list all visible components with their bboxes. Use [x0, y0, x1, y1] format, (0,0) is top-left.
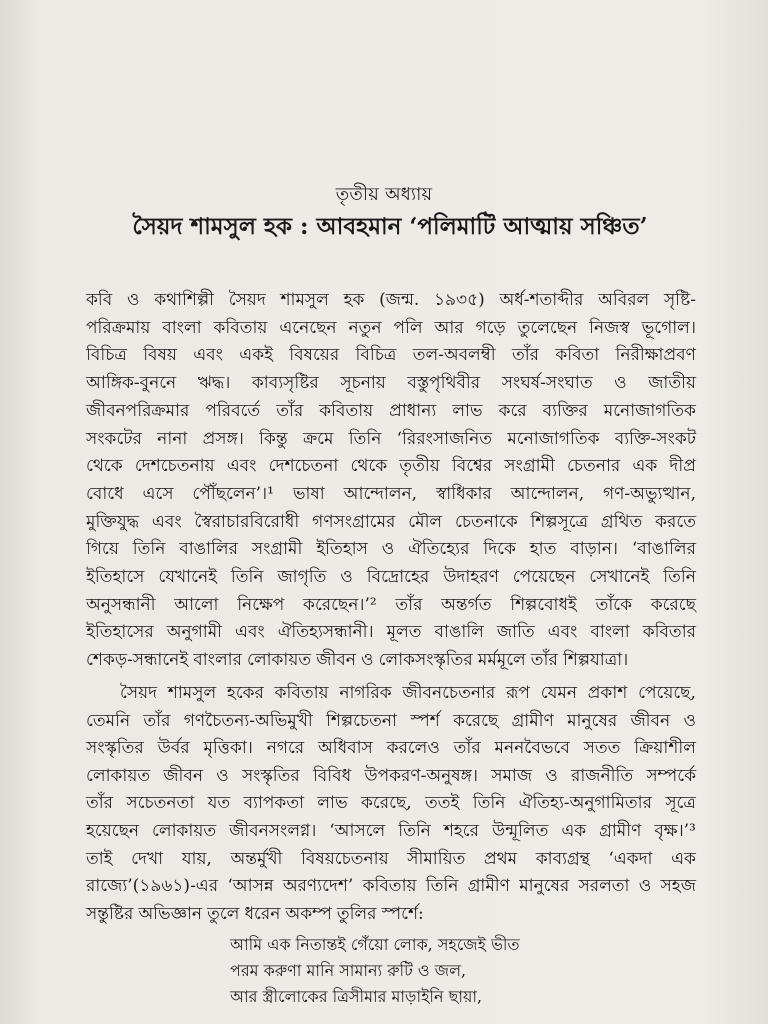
- word: তাই: [86, 848, 113, 869]
- word: ও: [545, 765, 558, 786]
- word: কবিতায়: [319, 400, 374, 421]
- word: ক্রমে: [302, 428, 334, 449]
- word: তেমনি: [86, 710, 131, 731]
- word: উন্মূলিত: [491, 821, 549, 841]
- text-line: [86, 790, 696, 818]
- word: পলি: [393, 317, 423, 338]
- word: ‘বাঙালির: [631, 539, 696, 560]
- word: ধরেন: [244, 903, 281, 924]
- text-line: [120, 680, 696, 708]
- word: এবং: [235, 622, 265, 643]
- word: প্রাধান্য: [389, 400, 437, 421]
- word: গ্রামীণ: [467, 876, 510, 897]
- text-line: [86, 481, 696, 509]
- word: জীবন: [163, 765, 203, 786]
- word: বাংলা: [162, 317, 202, 338]
- word: সৈয়দ: [228, 290, 266, 310]
- word: ‘আসলে: [329, 821, 386, 841]
- word: হক: [343, 290, 365, 310]
- word: শিল্পবোধই: [510, 594, 577, 615]
- word: সমাজ: [491, 765, 533, 786]
- word: এবং: [547, 622, 578, 643]
- word: ইতিহাস: [316, 539, 368, 560]
- word: বাঙালির: [179, 539, 238, 560]
- word: কথাশিল্পী: [154, 290, 214, 310]
- word: বস্তুপৃথিবীর: [407, 373, 481, 394]
- text-line: [86, 287, 696, 315]
- word: মর্মমূলে: [477, 650, 526, 671]
- word: মৃত্তিকা।: [203, 738, 253, 759]
- word: আন্দোলন,: [343, 483, 418, 504]
- word: আন্দোলন,: [510, 483, 585, 504]
- word: নাগরিক: [339, 683, 392, 703]
- word: মননবৈভবে: [494, 738, 570, 759]
- word: চেতনার: [566, 456, 621, 477]
- word: ‘একদা: [608, 848, 653, 869]
- word: নিরীক্ষাপ্রবণ: [615, 345, 696, 366]
- word: ‘আসন্ন: [227, 876, 274, 897]
- word: যেমন: [540, 683, 577, 703]
- word: করেছে: [453, 710, 499, 731]
- word: বিশ্বের: [451, 456, 493, 477]
- word: ও: [361, 650, 374, 671]
- word: লাভ: [317, 793, 348, 814]
- word: তিনি: [230, 567, 264, 587]
- word: তাঁর: [86, 793, 114, 814]
- word: উপকরণ-অনুষঙ্গ।: [364, 765, 478, 786]
- word: তাঁর: [453, 738, 481, 759]
- word: জীবনসংলগ্ন।: [229, 821, 317, 841]
- word: পৌঁছলেন’।¹: [192, 483, 274, 504]
- word: দেশচেতনায়: [134, 456, 215, 477]
- word: কাব্যগ্রন্থ: [535, 848, 590, 869]
- chapter-heading: তৃতীয় অধ্যায়: [335, 184, 433, 205]
- word: তিনি: [472, 793, 506, 814]
- word: সূচনায়: [340, 373, 386, 394]
- word: বোধে: [86, 483, 124, 504]
- word: হকের: [226, 683, 264, 703]
- word: পেয়েছেন: [512, 567, 576, 587]
- word: একই: [239, 345, 273, 366]
- word: এবং: [151, 511, 182, 532]
- word: তাঁকে: [595, 594, 632, 615]
- word: বিষয়ের: [289, 345, 340, 366]
- word: সরলতা: [578, 876, 630, 897]
- word: করেছে: [650, 594, 696, 615]
- word: বৃক্ষ।’³: [654, 821, 696, 841]
- word: শহরে: [443, 821, 479, 841]
- word: করলেও: [386, 738, 440, 759]
- verse-line: আমি এক নিতান্তই গেঁয়ো লোক, সহজেই ভীত: [230, 935, 520, 954]
- word: ও: [340, 567, 353, 587]
- word: বিষয়: [143, 345, 177, 366]
- word: বাংলার: [193, 650, 242, 671]
- verse-line: আর স্ত্রীলোকের ত্রিসীমার মাড়াইনি ছায়া,: [230, 987, 483, 1006]
- word: তিনি: [425, 876, 459, 897]
- text-line: [86, 592, 696, 620]
- word: শিল্পসূত্রে: [530, 511, 589, 532]
- word: ভাষা: [292, 483, 325, 504]
- word: গ্রথিত: [600, 511, 643, 532]
- word: তাঁর: [143, 710, 171, 731]
- word: ও: [683, 710, 696, 731]
- word: ঋদ্ধ।: [197, 373, 231, 394]
- word: নিক্ষেপ: [237, 594, 285, 615]
- word: নিজস্ব: [589, 317, 630, 338]
- word: মানুষের: [567, 710, 618, 731]
- word: প্রথম: [483, 848, 518, 869]
- word: ততই: [425, 793, 460, 814]
- word: থেকে: [350, 456, 388, 477]
- text-line: [86, 708, 696, 736]
- text-line: [86, 846, 696, 874]
- word: সন্তুষ্টির: [86, 903, 134, 924]
- word: তুলেছেন: [517, 317, 578, 338]
- word: বিচিত্র: [86, 345, 127, 366]
- word: তাঁর: [511, 345, 539, 366]
- word: প্রকাশ: [587, 683, 628, 703]
- word: গণচৈতন্য-অভিমুখী: [183, 710, 313, 731]
- word: তুলির: [336, 903, 377, 924]
- word: বিবিধ: [312, 765, 352, 786]
- word: থেকে: [86, 456, 123, 477]
- word: রাজ্যে’(১৯৬১)-এর: [86, 876, 219, 897]
- word: সেখানেই: [589, 567, 650, 587]
- word: গণসংগ্রামের: [312, 511, 396, 532]
- word: এক: [671, 848, 696, 869]
- word: অবিরল: [598, 290, 650, 310]
- word: সতত: [583, 738, 621, 759]
- word: গড়ে: [475, 317, 506, 338]
- word: স্পর্শ: [410, 710, 440, 731]
- word: তাঁর: [530, 650, 558, 671]
- word: কবিতায়: [274, 683, 329, 703]
- text-line: [86, 536, 696, 564]
- verse-line: পরম করুণা মানি সামান্য রুটি ও জল,: [230, 961, 467, 980]
- text-line: [86, 564, 696, 592]
- word: তিনি: [348, 428, 382, 449]
- word: উর্বর: [157, 738, 190, 759]
- word: নানা: [157, 428, 188, 449]
- word: পরিক্রমায়: [86, 317, 151, 338]
- chapter-title: সৈয়দ শামসুল হক : আবহমান ‘পলিমাটি আত্মায় সঞ্চিত’: [132, 213, 648, 240]
- word: কিন্তু: [259, 428, 288, 449]
- text-line: [86, 342, 696, 370]
- word: তাঁর: [395, 594, 423, 615]
- word: সৃষ্টি-: [663, 290, 696, 310]
- word: দিকে: [483, 539, 516, 560]
- word: বাঙালি: [434, 622, 484, 643]
- text-line: [86, 763, 696, 791]
- text-line: [86, 647, 628, 675]
- word: দীপ্র: [669, 456, 696, 477]
- word: লোকায়ত: [86, 765, 151, 786]
- word: সংগ্রামী: [504, 456, 555, 477]
- word: সীমায়িত: [407, 848, 466, 869]
- word: তিনি: [398, 821, 431, 841]
- word: স্পর্শে:: [381, 903, 424, 924]
- word: তল-অবলম্বী: [412, 345, 496, 366]
- word: করতে: [655, 511, 696, 532]
- word: জাতি: [496, 622, 535, 643]
- word: এসে: [142, 483, 174, 504]
- word: সূত্রে: [665, 793, 696, 814]
- word: তিনি: [132, 539, 166, 560]
- word: কবিতা: [555, 345, 600, 366]
- word: রাজনীতি: [570, 765, 634, 786]
- word: করে: [498, 400, 527, 421]
- text-line: [86, 426, 696, 454]
- word: সংস্কৃতির: [241, 765, 300, 786]
- word: অন্তর্গত: [441, 594, 492, 615]
- word: যায়,: [181, 848, 212, 869]
- word: মনোজাগতিক: [603, 400, 696, 421]
- word: যেখানেই: [158, 567, 217, 587]
- word: আঙ্গিক-বুননে: [86, 373, 177, 394]
- word: মুক্তিযুদ্ধ: [86, 511, 140, 532]
- text-line: [86, 619, 696, 647]
- word: দেখা: [131, 848, 164, 869]
- text-line: [86, 370, 696, 398]
- word: শেকড়-সন্ধানেই: [86, 650, 189, 671]
- word: অধিবাস: [318, 738, 373, 759]
- text-line: [86, 818, 696, 846]
- word: দেশচেতনা: [268, 456, 339, 477]
- word: সচেতনতা: [126, 793, 195, 814]
- word: ভূগোল।: [641, 317, 696, 338]
- word: নগরে: [266, 738, 305, 759]
- word: অরণ্যদেশ’: [282, 876, 354, 897]
- word: এনেছেন: [279, 317, 337, 338]
- word: জীবন: [316, 650, 356, 671]
- word: গণ-অভ্যুত্থান,: [602, 483, 696, 504]
- word: অভিজ্ঞান: [138, 903, 203, 924]
- word: ক্রিয়াশীল: [634, 738, 696, 759]
- word: সংকটের: [86, 428, 142, 449]
- word: বাড়ান।: [570, 539, 618, 560]
- word: চেতনাকে: [454, 511, 518, 532]
- word: তাঁর: [276, 400, 304, 421]
- word: সম্পর্কে: [646, 765, 696, 786]
- word: জীবনপরিক্রমার: [86, 400, 190, 421]
- word: এবং: [226, 456, 257, 477]
- word: করেছে,: [361, 793, 412, 814]
- word: তৃতীয়: [399, 456, 440, 477]
- word: হয়েছেন: [86, 821, 140, 841]
- word: ব্যক্তি-সংকট: [614, 428, 696, 449]
- word: ও: [614, 373, 627, 394]
- word: গ্রামীণ: [599, 821, 642, 841]
- text-line: [86, 453, 696, 481]
- word: অকম্প: [285, 903, 332, 924]
- word: কবিতায়: [362, 876, 417, 897]
- word: ঐতিহ্যের: [408, 539, 470, 560]
- word: কবিতায়: [213, 317, 268, 338]
- word: পেয়েছে,: [638, 683, 696, 703]
- word: ‘রিরংসাজনিত: [396, 428, 493, 449]
- word: বিচিত্র: [355, 345, 397, 366]
- word: লাভ: [452, 400, 483, 421]
- word: ইতিহাসে: [86, 567, 145, 587]
- word: ব্যক্তির: [542, 400, 588, 421]
- word: ও: [216, 765, 229, 786]
- text-line: [86, 735, 696, 763]
- word: আলো: [174, 594, 219, 615]
- word: অনুগামী: [166, 622, 223, 643]
- text-line: [86, 509, 696, 537]
- word: এক: [561, 821, 587, 841]
- word: জীবন: [630, 710, 671, 731]
- word: ও: [638, 876, 652, 897]
- word: বাংলা: [590, 622, 630, 643]
- word: জাতীয়: [648, 373, 696, 394]
- word: ঐতিহ্যসন্ধানী।: [277, 622, 374, 643]
- word: কাব্যসৃষ্টির: [251, 373, 319, 394]
- text-line: [86, 901, 424, 929]
- text-line: [86, 315, 696, 343]
- word: বিদ্রোহের: [366, 567, 430, 587]
- text-line: [86, 398, 696, 426]
- word: এবং: [193, 345, 223, 366]
- word: পরিবর্তে: [205, 400, 261, 421]
- word: অর্ধ-শতাব্দীর: [499, 290, 584, 310]
- word: করেছেন।’²: [303, 594, 377, 615]
- word: স্বৈরাচারবিরোধী: [194, 511, 300, 532]
- word: অনুসন্ধানী: [86, 594, 156, 615]
- word: জাগৃতি: [277, 567, 327, 587]
- word: শামসুল: [167, 683, 217, 703]
- word: কবি: [86, 290, 113, 310]
- word: শামসুল: [280, 290, 329, 310]
- word: রূপ: [506, 683, 530, 703]
- word: ইতিহাসের: [86, 622, 154, 643]
- word: উদাহরণ: [443, 567, 499, 587]
- word: কবিতার: [642, 622, 696, 643]
- word: ঐতিহ্য-অনুগামিতার: [518, 793, 652, 814]
- word: সহজ: [660, 876, 696, 897]
- word: অন্তর্মুখী: [230, 848, 283, 869]
- word: এক: [632, 456, 658, 477]
- word: প্রসঙ্গ।: [202, 428, 244, 449]
- word: সৈয়দ: [120, 683, 158, 703]
- word: ও: [381, 539, 395, 560]
- word: মৌল: [408, 511, 443, 532]
- word: যত: [207, 793, 231, 814]
- word: মূলত: [386, 622, 422, 643]
- word: হাত: [529, 539, 557, 560]
- word: লোকসংস্কৃতির: [378, 650, 473, 671]
- word: শিল্পযাত্রা।: [562, 650, 629, 671]
- word: গ্রামীণ: [511, 710, 554, 731]
- word: স্বাধিকার: [435, 483, 492, 504]
- word: বিষয়চেতনায়: [301, 848, 389, 869]
- word: সংঘর্ষ-সংঘাত: [501, 373, 593, 394]
- text-line: [86, 873, 696, 901]
- word: সংস্কৃতির: [86, 738, 144, 759]
- word: গিয়ে: [86, 539, 119, 560]
- word: ও: [126, 290, 140, 310]
- word: তুলে: [207, 903, 240, 924]
- word: শিল্পচেতনা: [326, 710, 397, 731]
- word: ব্যাপকতা: [243, 793, 305, 814]
- word: নতুন: [348, 317, 382, 338]
- word: লোকায়ত: [247, 650, 312, 671]
- word: তিনি: [663, 567, 696, 587]
- word: (জন্ম.: [379, 290, 420, 310]
- word: মনোজাগতিক: [507, 428, 600, 449]
- word: জীবনচেতনার: [402, 683, 496, 703]
- word: লোকায়ত: [152, 821, 217, 841]
- word: মানুষের: [519, 876, 570, 897]
- word: সংগ্রামী: [251, 539, 303, 560]
- word: আর: [434, 317, 464, 338]
- word: ১৯৩৫): [433, 290, 485, 310]
